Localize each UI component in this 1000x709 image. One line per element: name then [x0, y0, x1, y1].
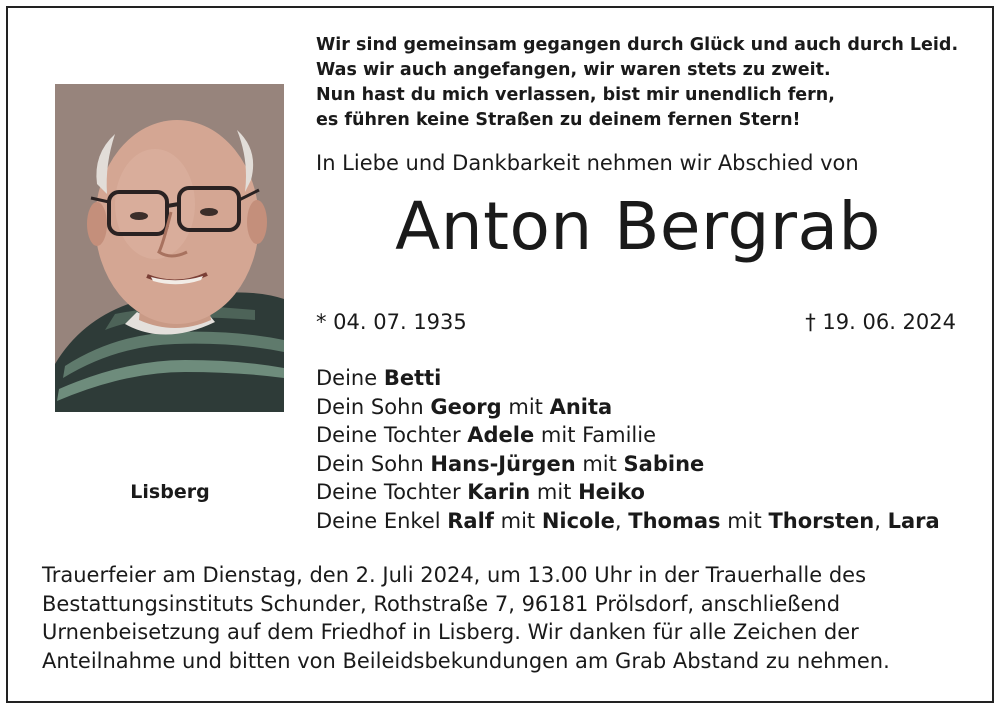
relation-text: Dein Sohn — [316, 451, 431, 476]
ceremony-line: Anteilnahme und bitten von Beileidsbekundungen am Grab Abstand zu nehmen. — [42, 648, 890, 673]
mourner-name: Karin — [467, 480, 531, 505]
mourner-name: Ralf — [447, 508, 494, 533]
connector-text: mit — [530, 480, 579, 505]
mourner-line — [316, 364, 940, 393]
mourner-name: Georg — [430, 394, 502, 419]
mourner-name: Heiko — [578, 480, 645, 505]
mourner-line — [316, 393, 940, 422]
mourner-line — [316, 421, 940, 450]
relation-text: Deine — [316, 366, 384, 390]
mourners-list — [316, 364, 940, 536]
mourner-name: Thomas — [628, 508, 721, 533]
connector-text: mit — [575, 451, 624, 476]
connector-text: , — [874, 508, 888, 533]
mourner-name: Nicole — [541, 508, 615, 533]
mourner-name: Adele — [467, 423, 535, 448]
birth-date: * 04. 07. 1935 — [316, 310, 467, 334]
relation-text: Deine Enkel — [316, 508, 448, 533]
deceased-name: Anton Bergrab — [395, 188, 881, 265]
ceremony-details — [42, 561, 972, 675]
mourner-line — [316, 507, 940, 536]
portrait-photo — [55, 84, 284, 412]
mourner-name: Lara — [887, 508, 940, 533]
ceremony-line: Trauerfeier am Dienstag, den 2. Juli 2024, um 13.00 Uhr in der Trauerhalle des — [42, 563, 867, 587]
poem-line: es führen keine Straßen zu deinem fernen Stern! — [316, 110, 801, 130]
portrait-illustration — [55, 84, 284, 412]
mourner-line — [316, 478, 940, 507]
connector-text: mit — [501, 394, 550, 419]
mourner-name: Sabine — [623, 451, 705, 476]
poem-line: Wir sind gemeinsam gegangen durch Glück und auch durch Leid. — [316, 35, 959, 55]
farewell-intro: In Liebe und Dankbarkeit nehmen wir Abschied von — [316, 151, 859, 175]
connector-text: mit — [720, 508, 769, 533]
memorial-poem — [316, 33, 958, 133]
relation-text: Dein Sohn — [316, 394, 431, 419]
ceremony-line: Urnenbeisetzung auf dem Friedhof in Lisberg. Wir danken für alle Zeichen der — [42, 620, 859, 645]
death-date: † 19. 06. 2024 — [805, 310, 956, 334]
connector-text: , — [614, 508, 629, 533]
poem-line: Nun hast du mich verlassen, bist mir unendlich fern, — [316, 85, 835, 105]
poem-line: Was wir auch angefangen, wir waren stets zu zweit. — [316, 60, 831, 80]
connector-text: mit — [493, 508, 542, 533]
mourner-name: Anita — [549, 394, 613, 419]
connector-text: mit Familie — [534, 423, 657, 448]
mourner-name: Betti — [383, 366, 442, 390]
residence-place: Lisberg — [130, 481, 210, 503]
ceremony-line: Bestattungsinstituts Schunder, Rothstraße 7, 96181 Prölsdorf, anschließend — [42, 591, 841, 616]
mourner-name: Hans-Jürgen — [430, 451, 576, 476]
relation-text: Deine Tochter — [316, 423, 468, 448]
relation-text: Deine Tochter — [316, 480, 468, 505]
mourner-name: Thorsten — [768, 508, 875, 533]
mourner-line — [316, 450, 940, 479]
